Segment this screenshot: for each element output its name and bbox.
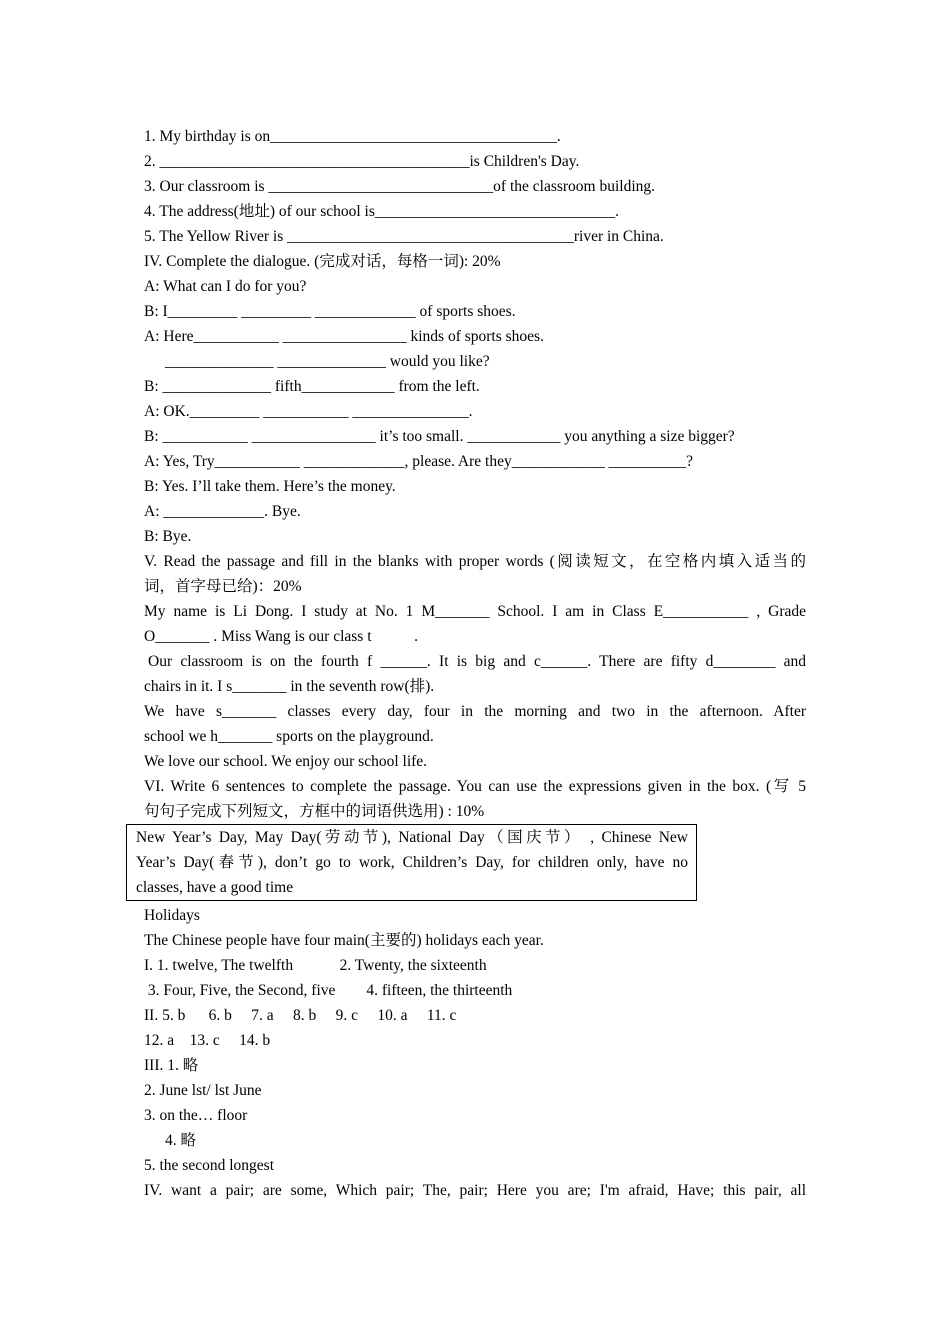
question-line-3: 3. Our classroom is _____________________________of the classroom building.: [144, 178, 656, 195]
section-iv-heading: IV. Complete the dialogue. (完成对话，每格一词): 20%: [144, 253, 501, 270]
dialogue-line: B: ___________ ________________ it’s too small. ____________ you anything a size bigger?: [144, 428, 735, 445]
box-line: New Year’s Day, May Day(劳动节), National Day（国庆节） , Chinese New: [136, 829, 688, 846]
answer-line: IV. want a pair; are some, Which pair; The, pair; Here you are; I'm afraid, Have; this pair, all: [144, 1182, 806, 1199]
section-v-heading-cont: 词，首字母已给)：20%: [144, 578, 302, 595]
box-line: classes, have a good time: [136, 879, 294, 896]
section-v-heading: V. Read the passage and fill in the blanks with proper words (阅读短文，在空格内填入适当的: [144, 553, 806, 570]
answer-line: 3. on the… floor: [144, 1107, 248, 1124]
dialogue-line: B: Yes. I’ll take them. Here’s the money.: [144, 478, 396, 495]
section-vi-heading-cont: 句句子完成下列短文，方框中的词语供选用) : 10%: [144, 803, 485, 820]
passage-line: school we h_______ sports on the playground.: [144, 728, 434, 745]
dialogue-line: A: _____________. Bye.: [144, 503, 301, 520]
answer-line: II. 5. b 6. b 7. a 8. b 9. c 10. a 11. c: [144, 1007, 457, 1024]
answer-line: III. 1. 略: [144, 1057, 199, 1074]
question-line-2: 2. ________________________________________is Children's Day.: [144, 153, 580, 170]
dialogue-line: A: Yes, Try___________ _____________, please. Are they____________ __________?: [144, 453, 693, 470]
passage-line: O_______ . Miss Wang is our class t .: [144, 628, 419, 645]
question-line-5: 5. The Yellow River is _____________________________________river in China.: [144, 228, 664, 245]
expressions-box: [126, 824, 697, 901]
passage-line: chairs in it. I s_______ in the seventh row(排).: [144, 678, 435, 695]
dialogue-line: ______________ ______________ would you like?: [165, 353, 490, 370]
dialogue-line: B: I_________ _________ _____________ of sports shoes.: [144, 303, 516, 320]
answer-line: 2. June lst/ lst June: [144, 1082, 262, 1099]
question-line-4: 4. The address(地址) of our school is_______________________________.: [144, 203, 620, 220]
answer-line: 3. Four, Five, the Second, five 4. fifteen, the thirteenth: [144, 982, 513, 999]
answer-line: 4. 略: [165, 1132, 197, 1149]
passage-line: Our classroom is on the fourth f ______. It is big and c______. There are fifty d________ and: [148, 653, 806, 670]
question-line-1: 1. My birthday is on_____________________________________.: [144, 128, 561, 145]
dialogue-line: B: ______________ fifth____________ from the left.: [144, 378, 480, 395]
passage-line: My name is Li Dong. I study at No. 1 M_______ School. I am in Class E___________ , Grade: [144, 603, 806, 620]
answer-line: 12. a 13. c 14. b: [144, 1032, 271, 1049]
dialogue-line: A: What can I do for you?: [144, 278, 307, 295]
answer-line: I. 1. twelve, The twelfth 2. Twenty, the sixteenth: [144, 957, 487, 974]
answer-line: 5. the second longest: [144, 1157, 275, 1174]
passage-line: We love our school. We enjoy our school life.: [144, 753, 428, 770]
dialogue-line: B: Bye.: [144, 528, 192, 545]
passage-title: Holidays: [144, 907, 200, 924]
section-vi-heading: VI. Write 6 sentences to complete the passage. You can use the expressions given in the box. (写 5: [144, 778, 806, 795]
passage-first-sentence: The Chinese people have four main(主要的) holidays each year.: [144, 932, 544, 949]
document-page: [136, 124, 806, 1203]
box-line: Year’s Day(春节), don’t go to work, Children’s Day, for children only, have no: [136, 854, 688, 871]
dialogue-line: A: OK._________ ___________ _______________.: [144, 403, 473, 420]
dialogue-line: A: Here___________ ________________ kinds of sports shoes.: [144, 328, 544, 345]
passage-line: We have s_______ classes every day, four in the morning and two in the afternoon. After: [144, 703, 806, 720]
